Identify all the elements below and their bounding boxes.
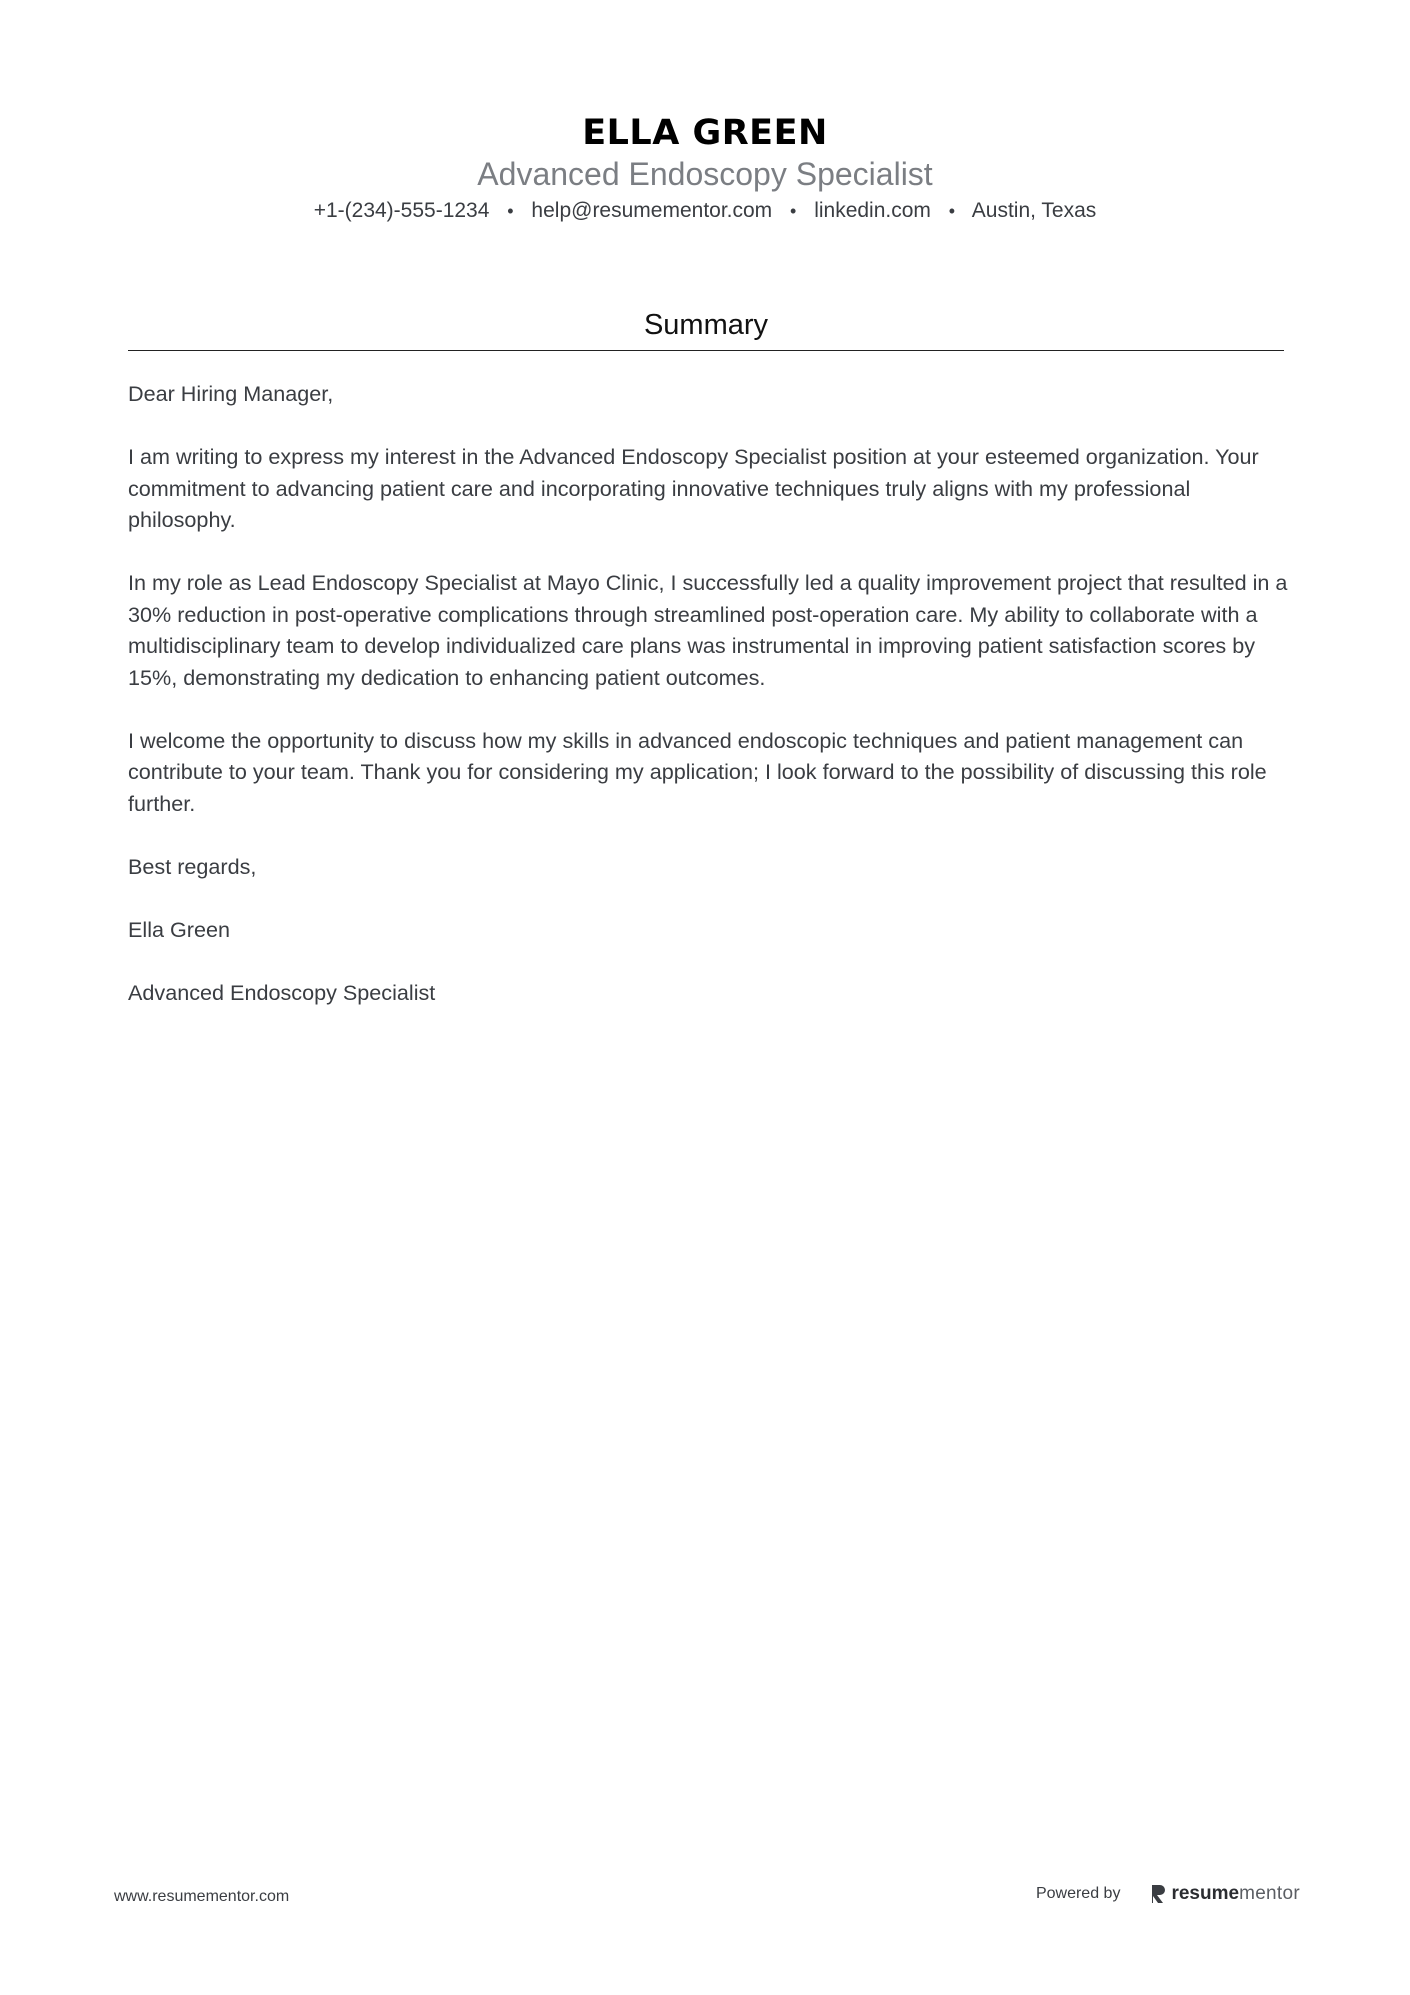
contact-separator: • (948, 201, 956, 221)
applicant-title: Advanced Endoscopy Specialist (477, 156, 933, 192)
contact-separator: • (507, 201, 514, 221)
letter-closing: Best regards, (128, 853, 257, 879)
letter-paragraph: I welcome the opportunity to discuss how my skills in advanced endoscopic techniques and patient management can contribute to your team. Thank you for considering my application; I look forward to the possibility of discussing this role further. (128, 727, 1267, 816)
contact-phone: +1-(234)-555-1234 (313, 199, 490, 222)
letter-greeting: Dear Hiring Manager, (128, 381, 334, 406)
section-divider (128, 350, 1284, 351)
footer-website-link[interactable]: www.resumementor.com (114, 1888, 290, 1905)
letter-paragraph: In my role as Lead Endoscopy Specialist at Mayo Clinic, I successfully led a quality improvement project that resulted in a 30% reduction in post-operative complications through streamlined post-operation care. My ability to collaborate with a multidisciplinary team to develop individualized care plans was instrumental in improving patient satisfaction scores by 15%, demonstrating my dedication to enhancing patient outcomes. (128, 570, 1288, 690)
resumementor-logo[interactable] (1150, 1883, 1300, 1905)
brand-text-mentor: mentor (1239, 1883, 1300, 1904)
contact-separator: • (790, 201, 797, 221)
letter-paragraph: I am writing to express my interest in the Advanced Endoscopy Specialist position at your esteemed organization. Your commitment to advancing patient care and incorporating innovative techniques truly aligns with my professional philosophy. (128, 444, 1259, 532)
contact-line (0, 197, 1410, 225)
applicant-name: ELLA GREEN (582, 113, 828, 153)
section-title-summary: Summary (643, 309, 769, 341)
resumementor-logo-icon (1150, 1884, 1166, 1904)
letter-header (0, 112, 1410, 225)
contact-email[interactable]: help@resumementor.com (531, 199, 773, 222)
signature-name: Ella Green (128, 916, 231, 942)
powered-by-label: Powered by (1035, 1885, 1121, 1902)
contact-linkedin[interactable]: linkedin.com (814, 199, 931, 222)
brand-text-resume: resume (1171, 1883, 1240, 1904)
footer-powered-by (1036, 1883, 1300, 1905)
contact-location: Austin, Texas (971, 199, 1097, 222)
signature-title: Advanced Endoscopy Specialist (128, 979, 436, 1005)
letter-body (128, 378, 1288, 1040)
